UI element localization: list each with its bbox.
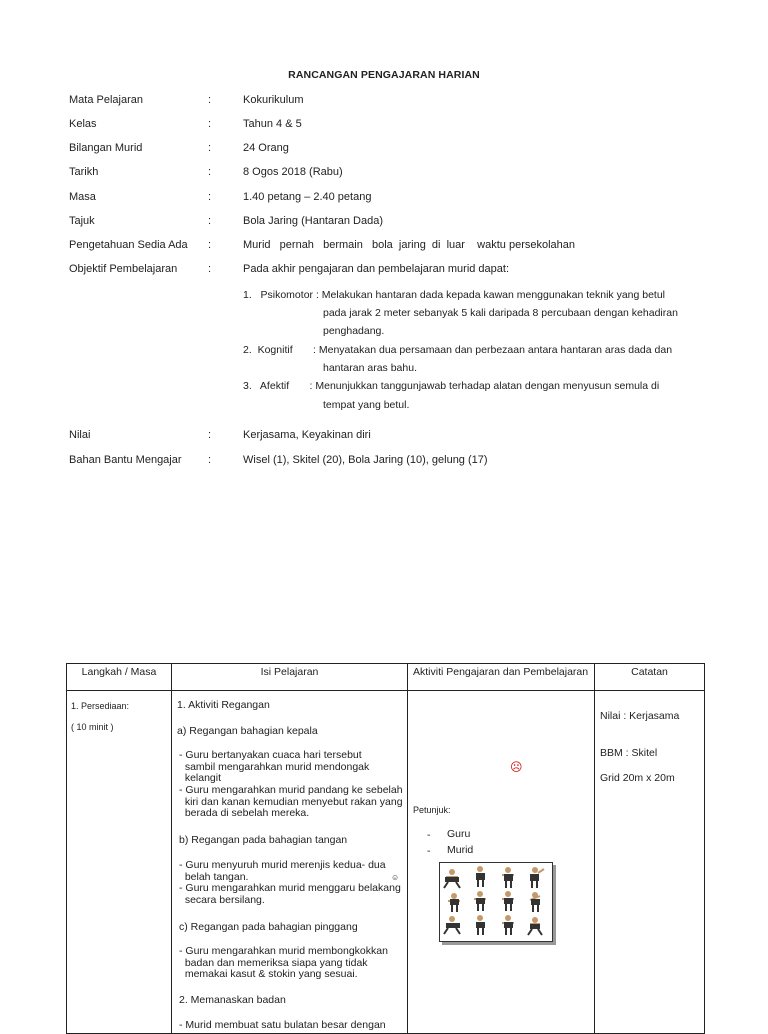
objective-kognitif: 2. Kognitif : Menyatakan dua persamaan dan perbezaan antara hantaran aras dada dan <box>243 344 673 356</box>
field-pengetahuan-sedia-ada <box>0 239 768 253</box>
content-item: - Guru mengarahkan murid menggaru belakang secara bersilang. <box>179 882 401 906</box>
field-mata-pelajaran <box>0 94 768 108</box>
objective-continuation: tempat yang betul. <box>323 399 410 411</box>
content-subheading: b) Regangan pada bahagian tangan <box>179 834 348 846</box>
field-label: Mata Pelajaran <box>69 94 143 106</box>
content-item: - Guru bertanyakan cuaca hari tersebut sambil mengarahkan murid mendongak kelangit <box>179 749 370 784</box>
lesson-plan-table <box>66 663 705 1034</box>
field-colon: : <box>208 263 212 275</box>
notes-cell <box>595 691 705 1034</box>
note-nilai: Nilai : Kerjasama <box>600 710 680 722</box>
field-bahan-bantu-mengajar <box>0 454 768 468</box>
objective-continuation: pada jarak 2 meter sebanyak 5 kali daripada 8 percubaan dengan kehadiran <box>323 307 678 319</box>
objective-continuation: hantaran aras bahu. <box>323 362 417 374</box>
objective-continuation: penghadang. <box>323 325 385 337</box>
content-item: - Guru mengarahkan murid membongkokkan badan dan memeriksa siapa yang tidak memakai kasut & stokin yang sesuai. <box>179 945 388 980</box>
field-colon: : <box>208 166 212 178</box>
objective-afektif: 3. Afektif : Menunjukkan tanggunjawab terhadap alatan dengan menyusun semula di <box>243 380 660 392</box>
field-objektif-pembelajaran <box>0 263 768 277</box>
objective-psikomotor: 1. Psikomotor : Melakukan hantaran dada kepada kawan menggunakan teknik yang betul <box>243 289 666 301</box>
field-tajuk <box>0 215 768 229</box>
note-bbm: BBM : Skitel <box>600 747 658 759</box>
field-masa <box>0 191 768 205</box>
step-name: 1. Persediaan: <box>71 701 130 711</box>
field-label: Nilai <box>69 429 91 441</box>
header-langkah-masa: Langkah / Masa <box>67 664 172 691</box>
field-label: Objektif Pembelajaran <box>69 263 178 275</box>
field-label: Tarikh <box>69 166 99 178</box>
field-label: Pengetahuan Sedia Ada <box>69 239 188 251</box>
field-label: Masa <box>69 191 96 203</box>
field-label: Bilangan Murid <box>69 142 143 154</box>
field-value: Pada akhir pengajaran dan pembelajaran murid dapat: <box>243 263 510 275</box>
legend-murid: Murid <box>447 844 474 856</box>
small-face-icon: ☺ <box>391 873 400 882</box>
content-item: - Guru menyuruh murid merenjis kedua- dua belah tangan. <box>179 859 386 883</box>
legend-dash: - <box>427 829 431 841</box>
page-title: RANCANGAN PENGAJARAN HARIAN <box>288 69 480 81</box>
content-item: - Murid membuat satu bulatan besar dengan <box>179 1019 386 1031</box>
field-bilangan-murid <box>0 142 768 156</box>
field-tarikh <box>0 166 768 180</box>
field-label: Kelas <box>69 118 97 130</box>
header-aktiviti: Aktiviti Pengajaran dan Pembelajaran <box>408 664 595 691</box>
field-label: Tajuk <box>69 215 95 227</box>
field-colon: : <box>208 142 212 154</box>
field-value: Kokurikulum <box>243 94 304 106</box>
field-value: 24 Orang <box>243 142 289 154</box>
step-cell <box>67 691 172 1034</box>
field-value: Wisel (1), Skitel (20), Bola Jaring (10), gelung (17) <box>243 454 488 466</box>
step-time: ( 10 minit ) <box>71 722 114 732</box>
petunjuk-label: Petunjuk: <box>413 805 451 815</box>
content-heading: 1. Aktiviti Regangan <box>177 699 270 711</box>
table-header-row <box>67 664 705 691</box>
field-value: 8 Ogos 2018 (Rabu) <box>243 166 343 178</box>
table-row <box>67 691 705 1034</box>
field-colon: : <box>208 215 212 227</box>
field-colon: : <box>208 239 212 251</box>
field-nilai <box>0 429 768 443</box>
field-value: 1.40 petang – 2.40 petang <box>243 191 372 203</box>
field-value: Murid pernah bermain bola jaring di luar waktu persekolahan <box>243 239 576 251</box>
field-colon: : <box>208 118 212 130</box>
field-colon: : <box>208 94 212 106</box>
field-colon: : <box>208 191 212 203</box>
header-isi-pelajaran: Isi Pelajaran <box>172 664 408 691</box>
field-value: Bola Jaring (Hantaran Dada) <box>243 215 384 227</box>
field-kelas <box>0 118 768 132</box>
field-colon: : <box>208 429 212 441</box>
stretching-figures-icon <box>440 863 552 941</box>
field-label: Bahan Bantu Mengajar <box>69 454 182 466</box>
content-subheading: 2. Memanaskan badan <box>179 994 286 1006</box>
field-colon: : <box>208 454 212 466</box>
note-grid: Grid 20m x 20m <box>600 772 675 784</box>
header-catatan: Catatan <box>595 664 705 691</box>
legend-guru: Guru <box>447 828 471 840</box>
stretching-poses-image <box>439 862 553 942</box>
activity-cell <box>408 691 595 1034</box>
content-cell <box>172 691 408 1034</box>
content-subheading: c) Regangan pada bahagian pinggang <box>179 921 358 933</box>
legend-dash: - <box>427 845 431 857</box>
field-value: Kerjasama, Keyakinan diri <box>243 429 371 441</box>
field-value: Tahun 4 & 5 <box>243 118 302 130</box>
content-item: - Guru mengarahkan murid pandang ke sebelah kiri dan kanan kemudian menyebut rakan yang berada di sebelah mereka. <box>179 784 403 819</box>
content-subheading: a) Regangan bahagian kepala <box>177 725 318 737</box>
teacher-marker-icon: ☹ <box>510 760 523 774</box>
